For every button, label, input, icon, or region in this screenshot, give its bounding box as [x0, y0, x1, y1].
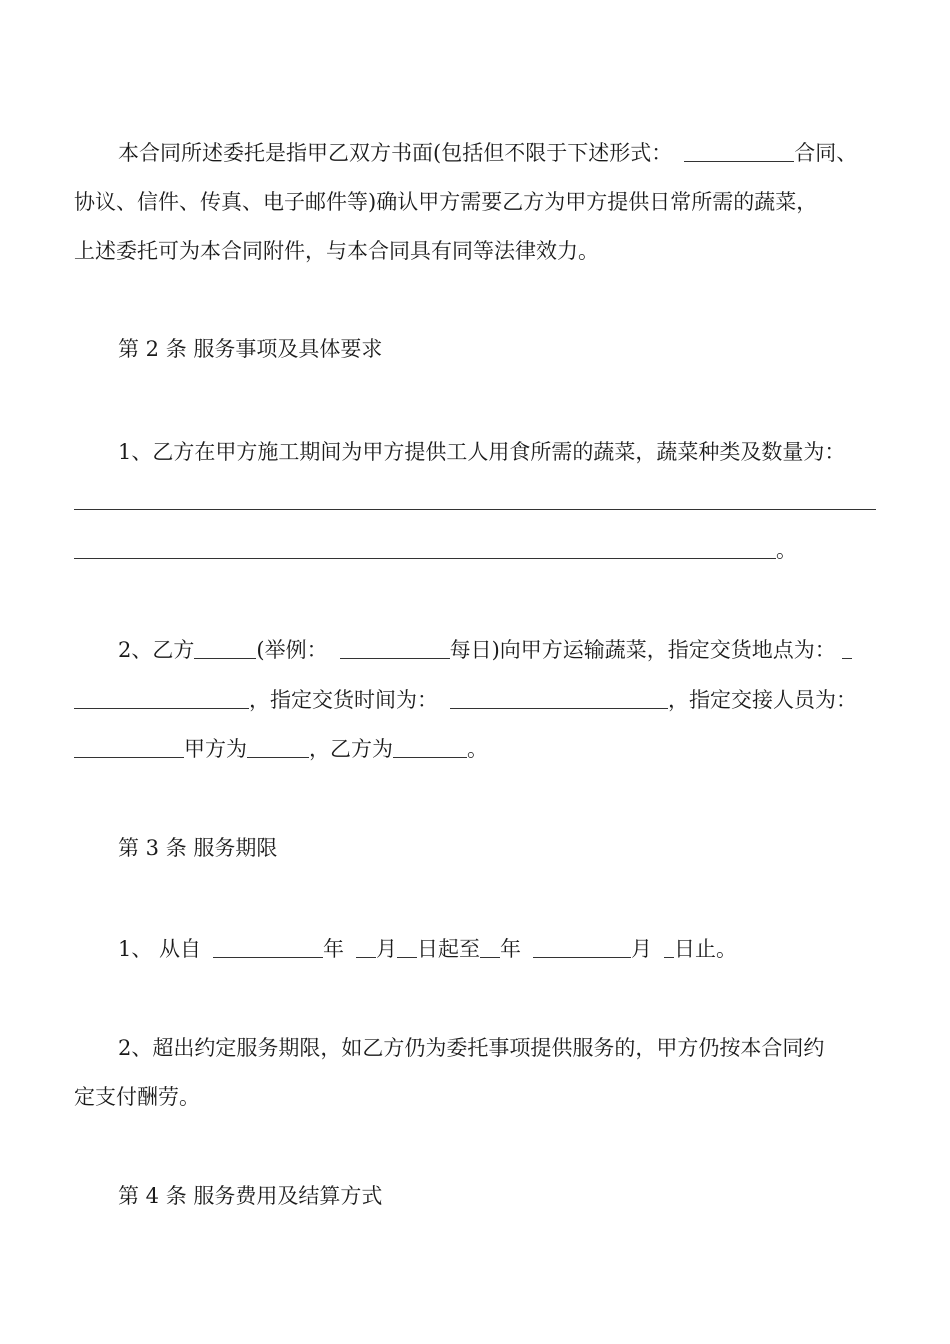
blank-underline: [684, 141, 794, 162]
art3-item2-line-2: 定支付酬劳。: [74, 1085, 200, 1109]
blank-underline: [340, 638, 450, 659]
text: 。: [467, 737, 488, 761]
article-4-heading: 第 4 条 服务费用及结算方式: [118, 1184, 383, 1208]
blank-underline: [664, 937, 674, 958]
paragraph-1-line-1: [118, 138, 857, 168]
text: 合同、: [794, 141, 858, 165]
article-2-heading: 第 2 条 服务事项及具体要求: [118, 337, 383, 361]
blank-underline: [533, 937, 631, 958]
text: 2、乙方: [118, 638, 195, 662]
art2-item1-line: 1、乙方在甲方施工期间为甲方提供工人用食所需的蔬菜，蔬菜种类及数量为：: [118, 440, 846, 464]
text: ，指定交接人员为：: [668, 688, 857, 712]
art3-item1-line: [118, 934, 737, 964]
paragraph-1-line-3: 上述委托可为本合同附件，与本合同具有同等法律效力。: [74, 239, 599, 263]
blank-underline: [74, 737, 184, 758]
text: 日起至: [417, 937, 481, 961]
text: 月: [631, 937, 653, 961]
art2-item2-line-1: [118, 635, 852, 665]
art3-item2-line-1: 2、超出约定服务期限，如乙方仍为委托事项提供服务的，甲方仍按本合同约: [118, 1036, 825, 1060]
blank-underline: [74, 688, 249, 709]
text: 年: [500, 937, 522, 961]
art2-item1-blank-line-2: [74, 535, 797, 565]
blank-underline: [74, 489, 876, 510]
blank-underline: [356, 937, 376, 958]
blank-underline: [842, 638, 852, 659]
text: ，乙方为: [309, 737, 393, 761]
text: 年: [323, 937, 345, 961]
art2-item2-line-2: [74, 685, 857, 715]
text: 甲方为: [184, 737, 247, 761]
blank-underline: [397, 937, 417, 958]
paragraph-1-line-2: 协议、信件、传真、电子邮件等)确认甲方需要乙方为甲方提供日常所需的蔬菜，: [74, 190, 818, 214]
text: ，指定交货时间为：: [249, 688, 438, 712]
text: (举例：: [256, 638, 328, 662]
blank-underline: [480, 937, 500, 958]
text: 本合同所述委托是指甲乙双方书面(包括但不限于下述形式：: [118, 141, 673, 165]
blank-underline: [393, 737, 467, 758]
article-3-heading: 第 3 条 服务期限: [118, 836, 278, 860]
text: 月: [376, 937, 398, 961]
text: 1、 从自: [118, 937, 202, 961]
text: 日止。: [674, 937, 738, 961]
art2-item1-blank-line-1: [74, 486, 876, 516]
art2-item2-line-3: [74, 734, 488, 764]
blank-underline: [450, 688, 668, 709]
blank-underline: [247, 737, 309, 758]
text: 。: [776, 538, 797, 562]
blank-underline: [194, 638, 256, 659]
text: 每日)向甲方运输蔬菜，指定交货地点为：: [449, 638, 836, 662]
blank-underline: [74, 538, 776, 559]
blank-underline: [213, 937, 323, 958]
